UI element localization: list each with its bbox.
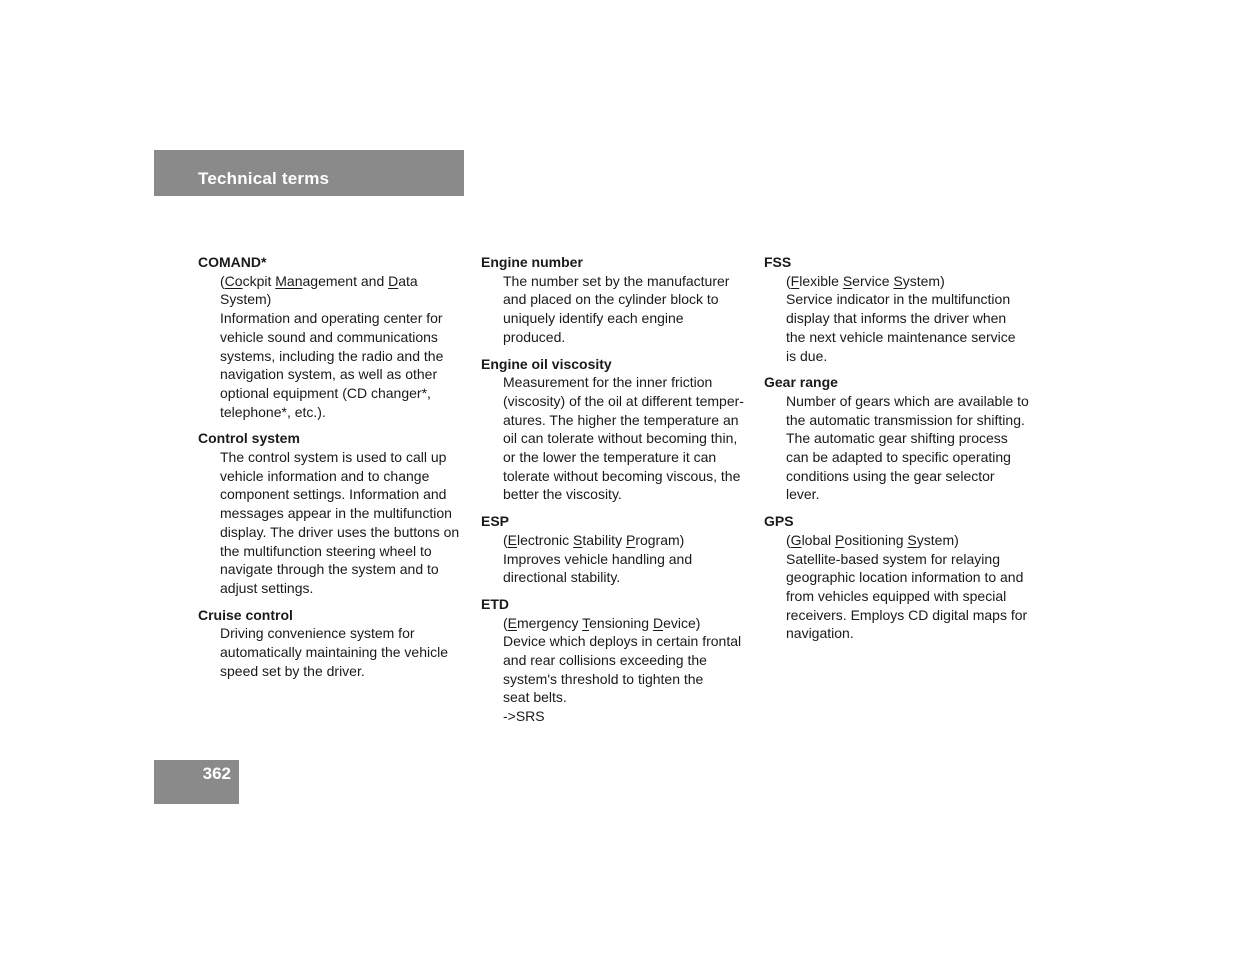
glossary-entry-comand: [198, 253, 468, 421]
glossary-term: Cruise control: [198, 606, 293, 623]
definition-line: receivers. Employs CD digital maps for: [786, 606, 1028, 623]
expansion-segment: (: [503, 614, 508, 631]
glossary-term: FSS: [764, 254, 792, 270]
definition-line: and placed on the cylinder block to: [503, 291, 719, 308]
expansion-segment: ata: [398, 272, 418, 289]
definition-line: automatically maintaining the vehicle: [220, 644, 449, 661]
section-header-bar: [154, 150, 464, 196]
definition-line: lever.: [786, 486, 820, 503]
page-number-box: [154, 760, 239, 804]
glossary-term: Engine number: [481, 254, 583, 270]
definition-line: the automatic transmission for shifting.: [786, 411, 1025, 428]
page-number: 362: [202, 764, 231, 783]
expansion-segment: (: [786, 272, 791, 289]
definition-line: the next vehicle maintenance service: [786, 328, 1016, 345]
glossary-entry-fss: [764, 253, 1034, 365]
definition-line: display that informs the driver when: [786, 310, 1007, 327]
expansion-segment: P: [625, 531, 636, 548]
glossary-entry-gps: [764, 512, 1034, 643]
definition-line: telephone*, etc.).: [220, 403, 326, 420]
definition-line: conditions using the gear selector: [786, 467, 995, 484]
glossary-column-3: [764, 253, 1034, 651]
expansion-segment: agement and: [302, 272, 389, 289]
definition-line: adjust settings.: [220, 579, 314, 596]
expansion-segment: lobal: [801, 531, 836, 548]
glossary-entry-control-system: [198, 429, 468, 597]
definition-line: Information and operating center for: [220, 310, 443, 327]
expansion-segment: (: [786, 531, 791, 548]
expansion-segment: T: [582, 614, 590, 631]
definition-line: ->SRS: [503, 708, 545, 725]
definition-line: produced.: [503, 328, 566, 345]
expansion-segment: S: [842, 272, 853, 289]
expansion-segment: ositioning: [844, 531, 908, 548]
section-title: Technical terms: [198, 169, 330, 188]
definition-line: better the viscosity.: [503, 486, 622, 503]
expansion-segment: ensioning: [589, 614, 653, 631]
expansion-segment: ervice: [852, 272, 894, 289]
glossary-entry-engine-oil-viscosity: [481, 355, 751, 505]
expansion-segment: S: [893, 272, 903, 289]
term-expansion: (Cockpit Management and Data: [220, 272, 418, 289]
expansion-segment: (: [503, 531, 508, 548]
definition-line: speed set by the driver.: [220, 662, 365, 679]
definition-line: Driving convenience system for: [220, 625, 415, 642]
expansion-segment: G: [790, 531, 802, 548]
expansion-segment: lectronic: [517, 531, 574, 548]
definition-line: Improves vehicle handling and: [503, 550, 693, 567]
glossary-entry-cruise-control: [198, 606, 468, 681]
glossary-column-2: [481, 253, 751, 734]
expansion-segment: S: [907, 531, 917, 548]
definition-line: or the lower the temperature it can: [503, 449, 717, 466]
glossary-term: Control system: [198, 430, 300, 447]
glossary-term: GPS: [764, 513, 794, 530]
expansion-segment: tability: [582, 531, 626, 548]
definition-line: systems, including the radio and the: [220, 347, 444, 364]
definition-line: the multifunction steering wheel to: [220, 542, 432, 559]
definition-line: The number set by the manufacturer: [503, 272, 730, 289]
definition-line: tolerate without becoming viscous, the: [503, 467, 741, 484]
glossary-term: Gear range: [764, 374, 838, 391]
expansion-segment: lexible: [799, 272, 843, 289]
expansion-segment: Co: [224, 272, 243, 289]
definition-line: Number of gears which are available to: [786, 392, 1029, 409]
definition-line: seat belts.: [503, 689, 567, 706]
glossary-entry-esp: [481, 512, 751, 587]
glossary-term: ESP: [481, 513, 510, 530]
definition-line: The automatic gear shifting process: [786, 430, 1008, 447]
expansion-segment: ystem): [902, 272, 945, 289]
expansion-segment: mergency: [517, 614, 583, 631]
glossary-entry-etd: [481, 595, 751, 726]
definition-line: The control system is used to call up: [220, 449, 447, 466]
definition-line: directional stability.: [503, 569, 621, 586]
definition-line: vehicle sound and communications: [220, 328, 438, 345]
expansion-segment: D: [388, 272, 399, 289]
term-expansion: [786, 531, 1034, 550]
definition-line: System): [220, 291, 272, 308]
definition-line: Service indicator in the multifunction: [786, 291, 1011, 308]
definition-line: (viscosity) of the oil at different temper-: [503, 392, 744, 409]
definition-line: and rear collisions exceeding the: [503, 652, 707, 669]
definition-line: Satellite-based system for relaying: [786, 550, 1000, 567]
glossary-entry-gear-range: [764, 373, 1034, 504]
definition-line: navigate through the system and to: [220, 561, 439, 578]
definition-line: is due.: [786, 347, 828, 364]
definition-line: can be adapted to specific operating: [786, 449, 1011, 466]
definition-line: system's threshold to tighten the: [503, 670, 704, 687]
term-expansion: [503, 614, 751, 633]
glossary-term: COMAND*: [198, 254, 267, 270]
definition-line: from vehicles equipped with special: [786, 587, 1007, 604]
term-expansion: [503, 531, 751, 550]
expansion-segment: evice): [663, 614, 701, 631]
glossary-term: ETD: [481, 595, 509, 612]
definition-line: navigation.: [786, 625, 854, 642]
definition-line: optional equipment (CD changer*,: [220, 384, 431, 401]
expansion-segment: P: [835, 531, 845, 548]
expansion-segment: D: [652, 614, 664, 631]
expansion-segment: rogram): [635, 531, 685, 548]
definition-line: Measurement for the inner friction: [503, 374, 713, 391]
expansion-segment: S: [573, 531, 583, 548]
definition-line: atures. The higher the temperature an: [503, 411, 739, 428]
expansion-segment: E: [507, 614, 518, 631]
definition-line: messages appear in the multifunction: [220, 505, 452, 522]
expansion-segment: ystem): [916, 531, 959, 548]
definition-line: geographic location information to and: [786, 569, 1024, 586]
expansion-segment: F: [790, 272, 800, 289]
glossary-entry-engine-number: [481, 253, 751, 347]
expansion-segment: E: [507, 531, 518, 548]
definition-line: display. The driver uses the buttons on: [220, 523, 460, 540]
definition-line: oil can tolerate without becoming thin,: [503, 430, 738, 447]
definition-line: component settings. Information and: [220, 486, 447, 503]
expansion-segment: Man: [275, 272, 303, 289]
definition-line: vehicle information and to change: [220, 467, 430, 484]
term-expansion: [786, 272, 1034, 291]
expansion-segment: ckpit: [242, 272, 276, 289]
glossary-term: Engine oil viscosity: [481, 355, 612, 372]
definition-line: Device which deploys in certain frontal: [503, 633, 742, 650]
glossary-column-1: [198, 253, 468, 688]
definition-line: uniquely identify each engine: [503, 310, 684, 327]
definition-line: navigation system, as well as other: [220, 366, 438, 383]
